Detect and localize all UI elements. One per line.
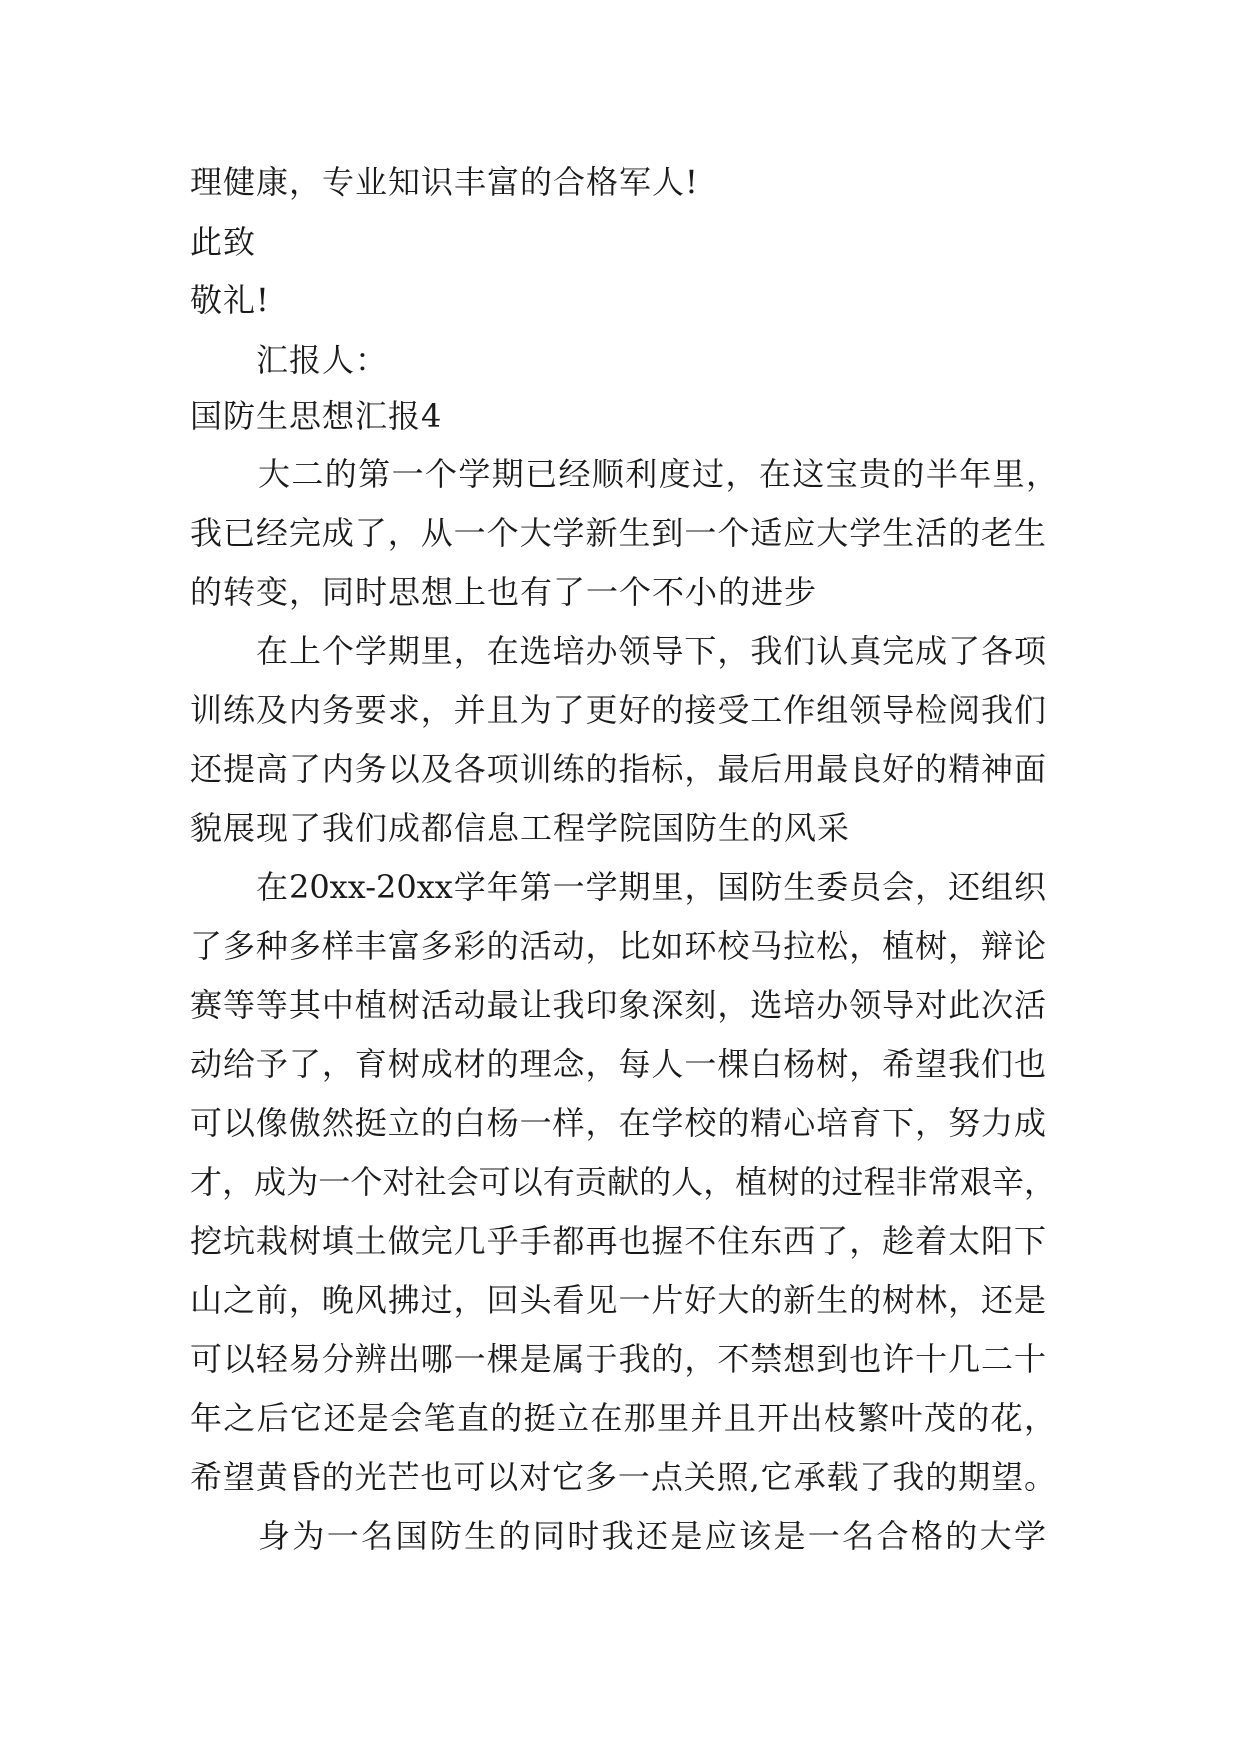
reporter-label: 汇报人： [256,341,389,379]
paragraph-line: 赛等等其中植树活动最让我印象深刻，选培办领导对此次活 [190,986,1046,1024]
paragraph-line: 才，成为一个对社会可以有贡献的人，植树的过程非常艰辛， [190,1163,1056,1201]
paragraph-line: 我已经完成了，从一个大学新生到一个适应大学生活的老生 [190,514,1046,552]
paragraph-line: 身为一名国防生的同时我还是应该是一名合格的大学 [258,1517,1046,1555]
paragraph-line: 大二的第一个学期已经顺利度过，在这宝贵的半年里， [258,455,1058,493]
salutation-line: 此致 [190,223,257,261]
paragraph-line: 貌展现了我们成都信息工程学院国防生的风采 [190,809,851,847]
paragraph-line: 训练及内务要求，并且为了更好的接受工作组领导检阅我们 [190,691,1046,729]
paragraph-line: 动给予了，育树成材的理念，每人一棵白杨树，希望我们也 [190,1045,1046,1083]
paragraph-line: 可以轻易分辨出哪一棵是属于我的，不禁想到也许十几二十 [190,1340,1046,1378]
paragraph-line: 年之后它还是会笔直的挺立在那里并且开出枝繁叶茂的花， [190,1399,1056,1437]
paragraph-line: 了多种多样丰富多彩的活动，比如环校马拉松，植树，辩论 [190,927,1046,965]
paragraph-line: 可以像傲然挺立的白杨一样，在学校的精心培育下，努力成 [190,1104,1046,1142]
paragraph-line: 在20xx-20xx学年第一学期里，国防生委员会，还组织 [256,868,1046,906]
section-title: 国防生思想汇报4 [190,397,443,435]
paragraph-line: 的转变，同时思想上也有了一个不小的进步 [190,573,818,611]
paragraph-line: 在上个学期里，在选培办领导下，我们认真完成了各项 [256,632,1046,670]
paragraph-line: 山之前，晚风拂过，回头看见一片好大的新生的树林，还是 [190,1281,1046,1319]
paragraph-line: 挖坑栽树填土做完几乎手都再也握不住东西了，趁着太阳下 [190,1222,1046,1260]
paragraph-line: 还提高了内务以及各项训练的指标，最后用最良好的精神面 [190,750,1046,788]
regards-line: 敬礼! [190,281,270,319]
closing-line: 理健康，专业知识丰富的合格军人! [190,163,699,201]
paragraph-line: 希望黄昏的光芒也可以对它多一点关照,它承载了我的期望。 [190,1458,1056,1496]
